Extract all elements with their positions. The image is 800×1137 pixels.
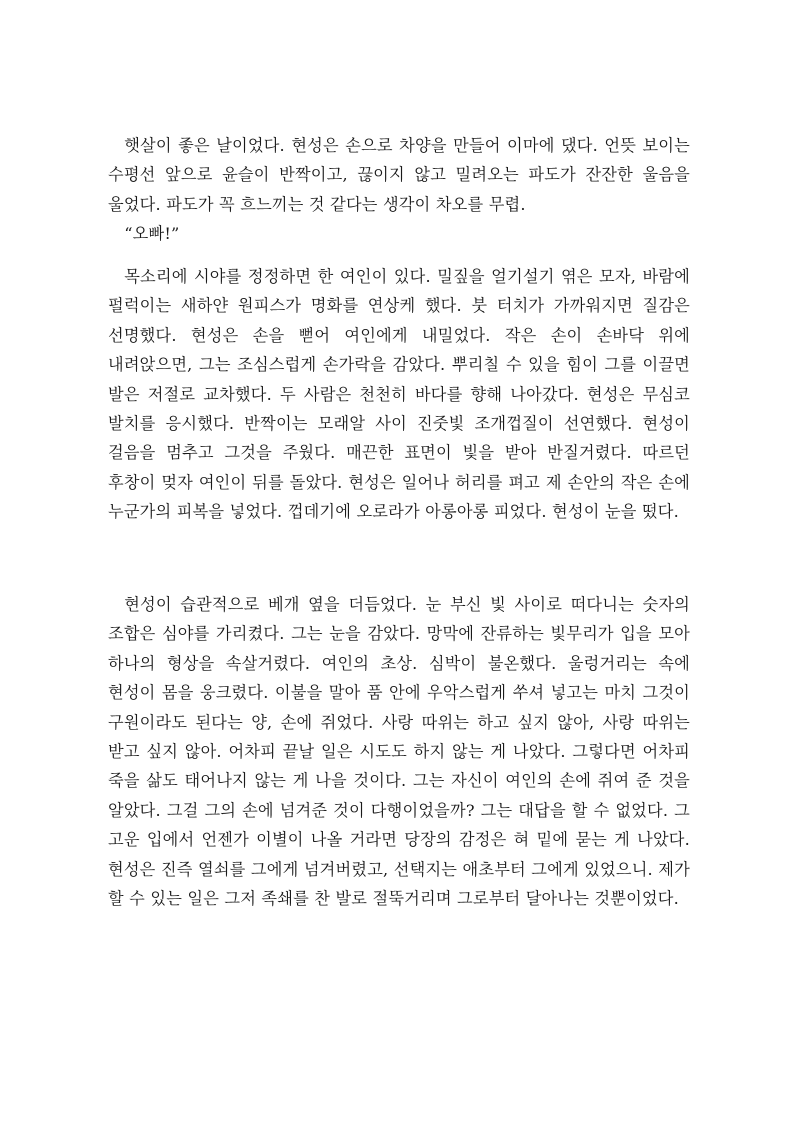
- dream-text-block: [108, 262, 690, 527]
- paragraph-waking: 현성이 습관적으로 베개 옆을 더듬었다. 눈 부신 빛 사이로 떠다니는 숫자의 조합은 심야를 가리켰다. 그는 눈을 감았다. 망막에 잔류하는 빛무리가 입을 모아 하나의 형상을 속살거렸다. 여인의 초상. 심박이 불온했다. 울렁거리는 속에 현성이 몸을 웅크렸다. 이불을 말아 품 안에 우악스럽게 쑤셔 넣고는 마치 그것이 구원이라도 된다는 양, 손에 쥐었다. 사랑 따위는 하고 싶지 않아, 사랑 따위는 받고 싶지 않아. 어차피 끝날 일은 시도도 하지 않는 게 나았다. 그렇다면 어차피 죽을 삶도 태어나지 않는 게 나을 것이다. 그는 자신이 여인의 손에 쥐여 준 것을 알았다. 그걸 그의 손에 넘겨준 것이 다행이었을까? 그는 대답을 할 수 없었다. 그 고운 입에서 언젠가 이별이 나올 거라면 당장의 감정은 혀 밑에 묻는 게 나았다. 현성은 진즉 열쇠를 그에게 넘겨버렸고, 선택지는 애초부터 그에게 있었으니. 제가 할 수 있는 일은 그저 족쇄를 찬 발로 절뚝거리며 그로부터 달아나는 것뿐이었다.: [108, 595, 690, 909]
- opening-text-block: [108, 131, 690, 249]
- paragraph-dialogue: “오빠!”: [124, 224, 180, 244]
- paragraph-sunlight: 햇살이 좋은 날이었다. 현성은 손으로 차양을 만들어 이마에 댔다. 언뜻 보이는 수평선 앞으로 윤슬이 반짝이고, 끊이지 않고 밀려오는 파도가 잔잔한 울음을 울었다. 파도가 꼭 흐느끼는 것 같다는 생각이 차오를 무렵.: [108, 136, 690, 214]
- waking-text-block: [108, 590, 690, 913]
- paragraph-dream: 목소리에 시야를 정정하면 한 여인이 있다. 밀짚을 얼기설기 엮은 모자, 바람에 펄럭이는 새하얀 원피스가 명화를 연상케 했다. 붓 터치가 가까워지면 질감은 선명했다. 현성은 손을 뻗어 여인에게 내밀었다. 작은 손이 손바닥 위에 내려앉으면, 그는 조심스럽게 손가락을 감았다. 뿌리칠 수 있을 힘이 그를 이끌면 발은 저절로 교차했다. 두 사람은 천천히 바다를 향해 나아갔다. 현성은 무심코 발치를 응시했다. 반짝이는 모래알 사이 진줏빛 조개껍질이 선연했다. 현성이 걸음을 멈추고 그것을 주웠다. 매끈한 표면이 빛을 받아 반질거렸다. 따르던 후창이 멎자 여인이 뒤를 돌았다. 현성은 일어나 허리를 펴고 제 손안의 작은 손에 누군가의 피복을 넣었다. 껍데기에 오로라가 아롱아롱 피었다. 현성이 눈을 떴다.: [108, 267, 690, 522]
